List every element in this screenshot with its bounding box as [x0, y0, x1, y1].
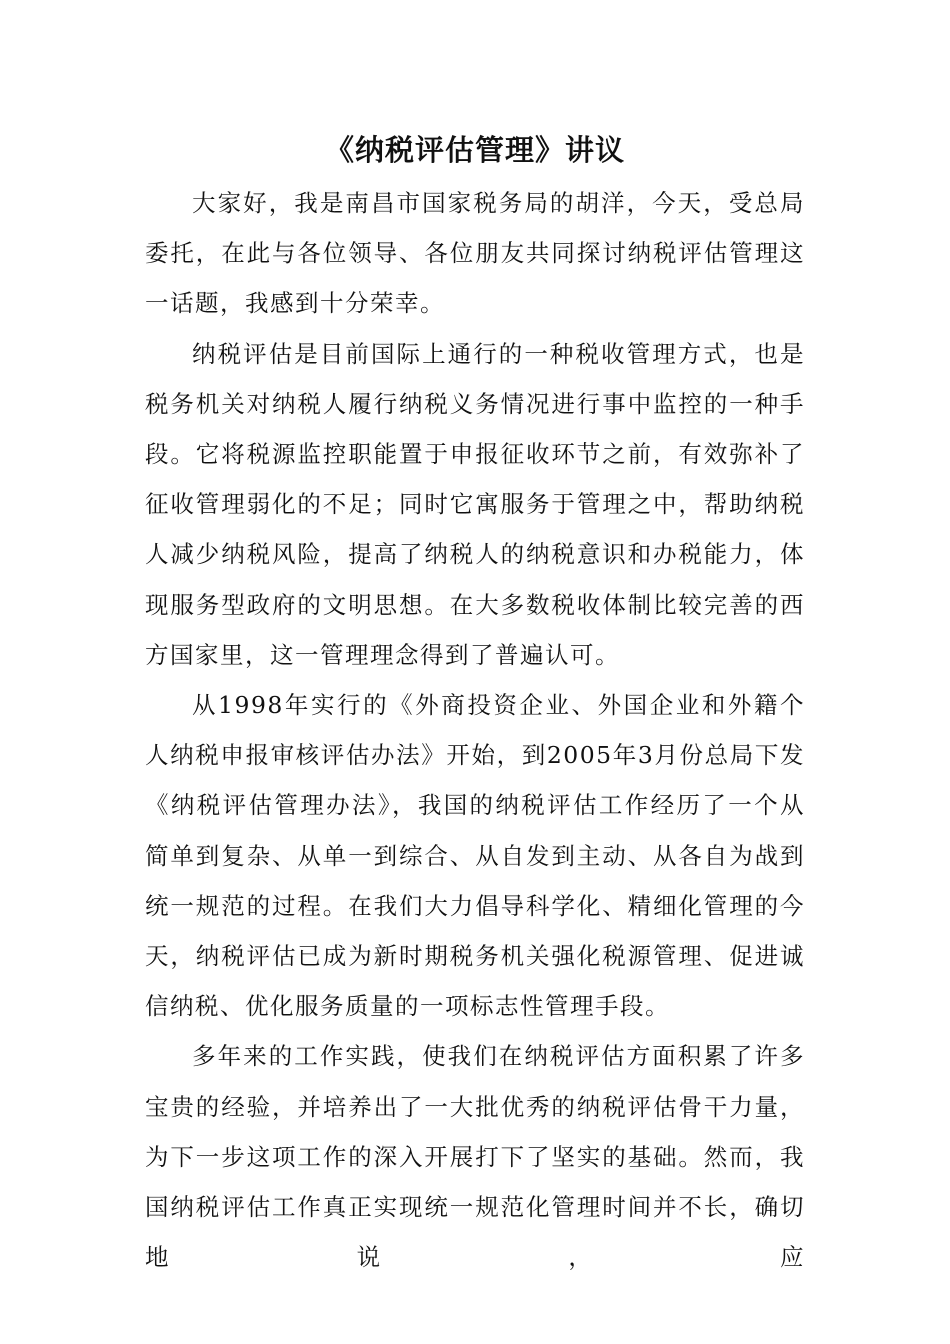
- document-title: 《纳税评估管理》讲议: [324, 133, 625, 167]
- document-body: [145, 178, 805, 1282]
- paragraph-practice: 多年来的工作实践，使我们在纳税评估方面积累了许多宝贵的经验，并培养出了一大批优秀的纳税评估骨干力量，为下一步这项工作的深入开展打下了坚实的基础。然而，我国纳税评估工作真正实现统一规范化管理时间并不长，确切地说，应: [145, 1042, 805, 1272]
- paragraph-greeting: 大家好，我是南昌市国家税务局的胡洋，今天，受总局委托，在此与各位领导、各位朋友共同探讨纳税评估管理这一话题，我感到十分荣幸。: [145, 189, 805, 318]
- paragraph-definition: 纳税评估是目前国际上通行的一种税收管理方式，也是税务机关对纳税人履行纳税义务情况进行事中监控的一种手段。它将税源监控职能置于申报征收环节之前，有效弥补了征收管理弱化的不足；同时它寓服务于管理之中，帮助纳税人减少纳税风险，提高了纳税人的纳税意识和办税能力，体现服务型政府的文明思想。在大多数税收体制比较完善的西方国家里，这一管理理念得到了普遍认可。: [145, 339, 805, 669]
- paragraph-history: 从1998年实行的《外商投资企业、外国企业和外籍个人纳税申报审核评估办法》开始，到2005年3月份总局下发《纳税评估管理办法》，我国的纳税评估工作经历了一个从简单到复杂、从单一到综合、从自发到主动、从各自为战到统一规范的过程。在我们大力倡导科学化、精细化管理的今天，纳税评估已成为新时期税务机关强化税源管理、促进诚信纳税、优化服务质量的一项标志性管理手段。: [145, 691, 805, 1021]
